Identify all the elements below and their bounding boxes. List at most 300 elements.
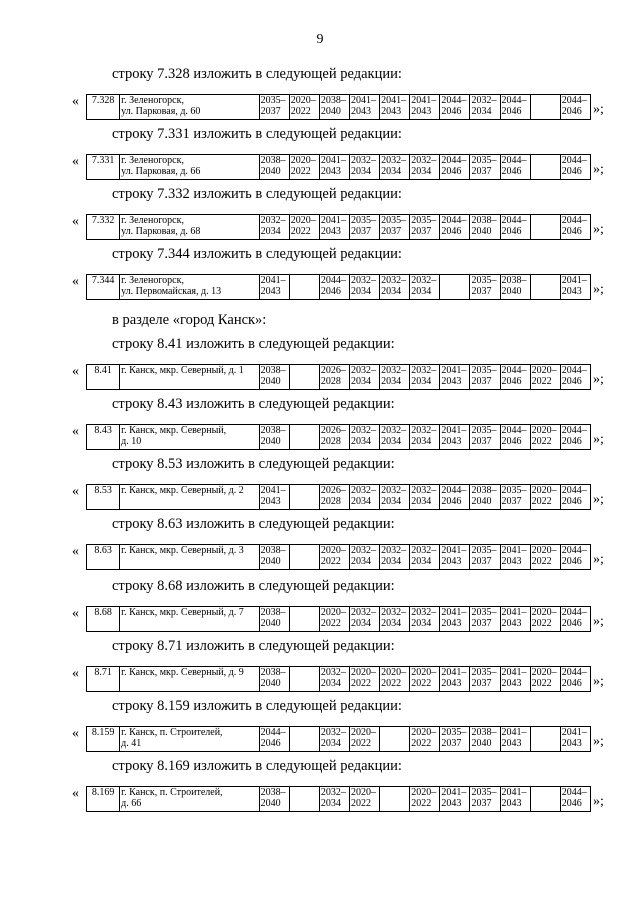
address-line-1: г. Зеленогорск,	[121, 215, 184, 226]
year-range-cell	[440, 215, 470, 240]
year-start: 2020–	[290, 155, 316, 166]
row-number-cell: 8.41	[87, 365, 120, 390]
year-end: 2037	[471, 618, 492, 629]
address-line-2: ул. Первомайская, д. 13	[121, 286, 222, 297]
year-range-cell	[289, 727, 319, 752]
year-end: 2034	[351, 618, 371, 629]
year-start: 2044–	[320, 275, 346, 286]
year-range-cell	[319, 215, 349, 240]
year-range-cell	[470, 95, 500, 120]
year-start: 2032–	[471, 95, 497, 106]
year-range-cell	[289, 365, 319, 390]
year-range-cell	[500, 545, 530, 570]
year-start: 2041–	[441, 787, 467, 798]
year-end: 2046	[501, 226, 522, 237]
address-line-1: г. Канск, мкр. Северный, д. 2	[121, 485, 244, 496]
year-range-cell	[470, 787, 500, 812]
address-line-2: д. 41	[121, 738, 142, 749]
year-range-cell	[560, 215, 590, 240]
year-start: 2041–	[351, 95, 376, 106]
year-start: 2035–	[351, 215, 376, 226]
year-end: 2034	[381, 496, 402, 507]
row-number-cell: 8.159	[87, 727, 120, 752]
year-start: 2020–	[531, 365, 557, 376]
year-start: 2032–	[320, 667, 346, 678]
year-range-cell	[380, 425, 410, 450]
opening-quote: «	[72, 424, 79, 439]
year-start: 2032–	[351, 155, 376, 166]
year-end: 2034	[351, 286, 371, 297]
year-end: 2037	[441, 738, 462, 749]
year-end: 2034	[381, 618, 402, 629]
amendment-row-table	[86, 786, 591, 812]
year-start: 2044–	[561, 365, 587, 376]
amendment-heading: строку 7.332 изложить в следующей редакции:	[112, 186, 402, 202]
year-start: 2041–	[501, 787, 527, 798]
year-start: 2035–	[471, 425, 497, 436]
year-range-cell	[380, 727, 410, 752]
year-start: 2041–	[260, 485, 286, 496]
year-end: 2043	[441, 798, 462, 809]
table-row	[87, 667, 591, 692]
year-start: 2032–	[381, 607, 407, 618]
year-range-cell	[259, 545, 289, 570]
year-end: 2043	[260, 286, 281, 297]
year-start: 2032–	[320, 787, 346, 798]
year-start: 2041–	[320, 215, 346, 226]
year-range-cell	[319, 545, 349, 570]
year-start: 2032–	[351, 275, 376, 286]
year-end: 2034	[471, 106, 492, 117]
year-start: 2020–	[351, 667, 376, 678]
amendment-heading: строку 8.43 изложить в следующей редакции:	[112, 396, 395, 412]
year-range-cell	[350, 727, 380, 752]
year-range-cell	[440, 667, 470, 692]
year-start: 2020–	[531, 607, 557, 618]
year-end: 2022	[531, 618, 552, 629]
year-end: 2043	[501, 618, 522, 629]
year-range-cell	[380, 215, 410, 240]
amendment-heading: строку 8.71 изложить в следующей редакции:	[112, 638, 395, 654]
year-range-cell	[560, 485, 590, 510]
year-range-cell	[440, 545, 470, 570]
opening-quote: «	[72, 484, 79, 499]
address-cell	[120, 425, 260, 450]
year-range-cell	[560, 787, 590, 812]
opening-quote: «	[72, 274, 79, 289]
year-range-cell	[380, 787, 410, 812]
table-row	[87, 607, 591, 632]
year-end: 2040	[471, 496, 492, 507]
address-cell	[120, 155, 260, 180]
year-start: 2020–	[320, 545, 346, 556]
year-range-cell	[380, 95, 410, 120]
year-end: 2046	[561, 556, 582, 567]
year-range-cell	[259, 95, 289, 120]
year-start: 2044–	[561, 95, 587, 106]
table-row	[87, 275, 591, 300]
year-start: 2044–	[501, 155, 527, 166]
year-end: 2043	[561, 286, 582, 297]
row-number-cell: 7.331	[87, 155, 120, 180]
year-end: 2040	[260, 436, 281, 447]
year-range-cell	[530, 215, 560, 240]
year-end: 2037	[411, 226, 432, 237]
year-range-cell	[259, 425, 289, 450]
year-end: 2046	[260, 738, 281, 749]
amendment-row-table	[86, 606, 591, 632]
year-range-cell	[470, 485, 500, 510]
year-start: 2035–	[471, 365, 497, 376]
year-end: 2040	[260, 678, 281, 689]
year-range-cell	[440, 155, 470, 180]
year-start: 2032–	[351, 485, 376, 496]
year-start: 2038–	[260, 365, 286, 376]
year-end: 2034	[351, 376, 371, 387]
address-cell	[120, 215, 260, 240]
year-start: 2035–	[501, 485, 527, 496]
year-range-cell	[259, 485, 289, 510]
year-range-cell	[530, 727, 560, 752]
year-end: 2034	[381, 436, 402, 447]
year-range-cell	[530, 787, 560, 812]
year-start: 2044–	[441, 95, 467, 106]
year-end: 2037	[471, 436, 492, 447]
year-end: 2040	[471, 738, 492, 749]
year-range-cell	[530, 667, 560, 692]
year-end: 2046	[441, 166, 462, 177]
address-line-2: д. 66	[121, 798, 142, 809]
closing-quote: »;	[593, 552, 604, 567]
year-range-cell	[350, 425, 380, 450]
year-start: 2032–	[381, 275, 407, 286]
year-start: 2032–	[381, 485, 407, 496]
year-start: 2041–	[561, 275, 587, 286]
year-range-cell	[410, 787, 440, 812]
closing-quote: »;	[593, 674, 604, 689]
year-range-cell	[410, 485, 440, 510]
year-end: 2037	[351, 226, 371, 237]
year-range-cell	[560, 95, 590, 120]
year-range-cell	[500, 667, 530, 692]
year-start: 2032–	[411, 365, 437, 376]
year-end: 2046	[441, 226, 462, 237]
year-range-cell	[560, 365, 590, 390]
year-end: 2034	[320, 738, 341, 749]
year-start: 2032–	[381, 425, 407, 436]
year-end: 2046	[561, 106, 582, 117]
address-cell	[120, 727, 260, 752]
year-range-cell	[440, 485, 470, 510]
year-range-cell	[500, 95, 530, 120]
address-cell	[120, 787, 260, 812]
year-end: 2043	[441, 556, 462, 567]
amendment-row-table	[86, 544, 591, 570]
year-end: 2034	[351, 166, 371, 177]
year-range-cell	[500, 155, 530, 180]
year-start: 2032–	[351, 365, 376, 376]
year-range-cell	[289, 155, 319, 180]
year-start: 2032–	[411, 425, 437, 436]
year-start: 2038–	[260, 607, 286, 618]
year-end: 2022	[531, 556, 552, 567]
year-range-cell	[259, 667, 289, 692]
address-cell	[120, 365, 260, 390]
year-range-cell	[440, 275, 470, 300]
year-range-cell	[560, 667, 590, 692]
year-start: 2038–	[471, 485, 497, 496]
year-end: 2040	[260, 556, 281, 567]
year-range-cell	[440, 365, 470, 390]
year-range-cell	[470, 275, 500, 300]
year-end: 2040	[260, 376, 281, 387]
address-line-1: г. Канск, п. Строителей,	[121, 787, 223, 798]
year-range-cell	[530, 545, 560, 570]
year-start: 2035–	[471, 787, 497, 798]
amendment-row-table	[86, 214, 591, 240]
year-range-cell	[289, 607, 319, 632]
year-range-cell	[289, 485, 319, 510]
year-end: 2034	[351, 556, 371, 567]
row-number-cell: 7.328	[87, 95, 120, 120]
year-end: 2043	[441, 618, 462, 629]
table-row	[87, 95, 591, 120]
year-range-cell	[350, 365, 380, 390]
year-range-cell	[500, 727, 530, 752]
year-end: 2034	[411, 286, 432, 297]
year-range-cell	[410, 545, 440, 570]
year-range-cell	[259, 787, 289, 812]
amendment-heading: строку 8.41 изложить в следующей редакции:	[112, 336, 395, 352]
table-row	[87, 787, 591, 812]
amendment-row-table	[86, 484, 591, 510]
opening-quote: «	[72, 786, 79, 801]
year-range-cell	[500, 787, 530, 812]
year-start: 2044–	[561, 607, 587, 618]
address-line-1: г. Канск, п. Строителей,	[121, 727, 223, 738]
year-range-cell	[319, 275, 349, 300]
closing-quote: »;	[593, 102, 604, 117]
year-start: 2035–	[471, 545, 497, 556]
opening-quote: «	[72, 94, 79, 109]
year-range-cell	[410, 275, 440, 300]
year-start: 2044–	[501, 365, 527, 376]
year-range-cell	[319, 787, 349, 812]
year-start: 2041–	[501, 607, 527, 618]
closing-quote: »;	[593, 492, 604, 507]
year-end: 2037	[501, 496, 522, 507]
year-start: 2044–	[561, 425, 587, 436]
year-start: 2035–	[441, 727, 467, 738]
year-range-cell	[440, 727, 470, 752]
year-range-cell	[530, 275, 560, 300]
address-cell	[120, 667, 260, 692]
year-end: 2022	[290, 106, 311, 117]
year-end: 2043	[501, 678, 522, 689]
year-start: 2032–	[381, 545, 407, 556]
amendment-row-table	[86, 274, 591, 300]
year-range-cell	[410, 727, 440, 752]
opening-quote: «	[72, 726, 79, 741]
year-start: 2041–	[411, 95, 437, 106]
year-start: 2044–	[501, 215, 527, 226]
year-start: 2044–	[441, 215, 467, 226]
year-end: 2022	[531, 496, 552, 507]
year-start: 2026–	[320, 485, 346, 496]
year-range-cell	[259, 365, 289, 390]
year-end: 2022	[411, 738, 432, 749]
amendment-heading: строку 8.53 изложить в следующей редакции:	[112, 456, 395, 472]
year-start: 2041–	[441, 607, 467, 618]
year-range-cell	[500, 275, 530, 300]
year-start: 2026–	[320, 425, 346, 436]
year-end: 2034	[411, 166, 432, 177]
year-start: 2032–	[260, 215, 286, 226]
address-line-1: г. Канск, мкр. Северный, д. 1	[121, 365, 244, 376]
year-end: 2043	[320, 226, 341, 237]
year-range-cell	[470, 607, 500, 632]
year-end: 2034	[320, 678, 341, 689]
address-line-2: ул. Парковая, д. 66	[121, 166, 201, 177]
year-range-cell	[319, 365, 349, 390]
year-end: 2034	[411, 496, 432, 507]
table-row	[87, 485, 591, 510]
year-range-cell	[350, 787, 380, 812]
year-end: 2046	[441, 106, 462, 117]
section-heading: в разделе «город Канск»:	[112, 312, 267, 328]
year-start: 2032–	[351, 607, 376, 618]
opening-quote: «	[72, 666, 79, 681]
year-start: 2044–	[561, 545, 587, 556]
year-end: 2022	[351, 738, 371, 749]
year-range-cell	[560, 425, 590, 450]
row-number-cell: 8.169	[87, 787, 120, 812]
address-line-1: г. Зеленогорск,	[121, 275, 184, 286]
opening-quote: «	[72, 606, 79, 621]
year-range-cell	[289, 425, 319, 450]
year-range-cell	[289, 545, 319, 570]
year-end: 2037	[471, 556, 492, 567]
year-range-cell	[560, 545, 590, 570]
address-line-2: д. 10	[121, 436, 142, 447]
year-range-cell	[319, 485, 349, 510]
year-start: 2041–	[561, 727, 587, 738]
year-start: 2020–	[351, 787, 376, 798]
year-range-cell	[560, 275, 590, 300]
year-end: 2046	[441, 496, 462, 507]
year-end: 2034	[381, 376, 402, 387]
amendment-heading: строку 7.331 изложить в следующей редакции:	[112, 126, 402, 142]
year-start: 2041–	[441, 667, 467, 678]
year-end: 2034	[260, 226, 281, 237]
year-range-cell	[470, 155, 500, 180]
year-range-cell	[470, 667, 500, 692]
year-start: 2020–	[290, 95, 316, 106]
year-end: 2043	[351, 106, 371, 117]
year-end: 2022	[290, 226, 311, 237]
year-range-cell	[350, 275, 380, 300]
year-range-cell	[530, 425, 560, 450]
year-range-cell	[289, 215, 319, 240]
year-start: 2020–	[411, 727, 437, 738]
year-range-cell	[560, 155, 590, 180]
year-range-cell	[500, 485, 530, 510]
closing-quote: »;	[593, 734, 604, 749]
closing-quote: »;	[593, 372, 604, 387]
year-end: 2043	[501, 738, 522, 749]
year-end: 2043	[441, 678, 462, 689]
year-start: 2041–	[260, 275, 286, 286]
year-start: 2035–	[381, 215, 407, 226]
year-end: 2043	[441, 376, 462, 387]
year-start: 2038–	[501, 275, 527, 286]
year-start: 2020–	[411, 787, 437, 798]
year-start: 2026–	[320, 365, 346, 376]
year-range-cell	[380, 155, 410, 180]
year-end: 2046	[561, 618, 582, 629]
year-range-cell	[350, 667, 380, 692]
year-end: 2046	[501, 376, 522, 387]
year-range-cell	[440, 95, 470, 120]
year-start: 2020–	[411, 667, 437, 678]
year-end: 2037	[471, 376, 492, 387]
address-line-1: г. Канск, мкр. Северный, д. 3	[121, 545, 244, 556]
address-line-1: г. Зеленогорск,	[121, 95, 184, 106]
year-end: 2046	[501, 166, 522, 177]
year-end: 2043	[320, 166, 341, 177]
year-range-cell	[259, 275, 289, 300]
row-number-cell: 8.53	[87, 485, 120, 510]
year-end: 2040	[320, 106, 341, 117]
year-end: 2043	[501, 556, 522, 567]
year-end: 2034	[351, 436, 371, 447]
year-end: 2040	[471, 226, 492, 237]
year-range-cell	[350, 545, 380, 570]
year-end: 2046	[561, 226, 582, 237]
year-start: 2038–	[260, 545, 286, 556]
year-start: 2044–	[441, 485, 467, 496]
year-end: 2040	[260, 618, 281, 629]
row-number-cell: 8.68	[87, 607, 120, 632]
year-range-cell	[259, 155, 289, 180]
year-range-cell	[380, 667, 410, 692]
year-start: 2041–	[381, 95, 407, 106]
year-end: 2022	[411, 798, 432, 809]
year-start: 2044–	[501, 425, 527, 436]
year-range-cell	[380, 485, 410, 510]
year-start: 2038–	[471, 727, 497, 738]
year-start: 2020–	[531, 545, 557, 556]
table-row	[87, 155, 591, 180]
year-start: 2041–	[501, 667, 527, 678]
year-end: 2022	[531, 376, 552, 387]
year-range-cell	[470, 365, 500, 390]
year-end: 2037	[471, 166, 492, 177]
year-range-cell	[380, 545, 410, 570]
year-start: 2020–	[320, 607, 346, 618]
year-start: 2032–	[411, 275, 437, 286]
year-range-cell	[470, 215, 500, 240]
year-range-cell	[470, 545, 500, 570]
address-line-2: ул. Парковая, д. 60	[121, 106, 201, 117]
year-end: 2028	[320, 436, 341, 447]
year-end: 2034	[411, 376, 432, 387]
amendment-row-table	[86, 154, 591, 180]
year-end: 2022	[320, 556, 341, 567]
year-end: 2022	[381, 678, 402, 689]
year-end: 2046	[561, 376, 582, 387]
year-start: 2035–	[260, 95, 286, 106]
